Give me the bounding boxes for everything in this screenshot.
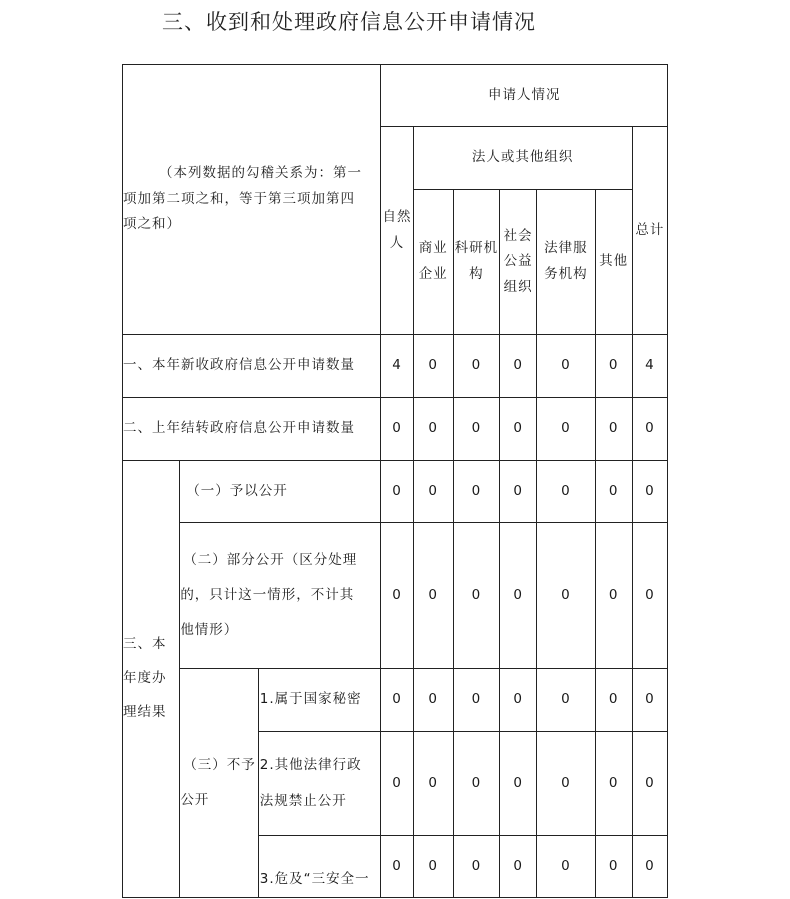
application-stats-table	[122, 64, 668, 898]
cell-value: 0	[453, 836, 499, 898]
cell-value: 0	[381, 669, 413, 732]
cell-value: 0	[595, 335, 632, 398]
cell-value: 4	[632, 335, 667, 398]
cell-value: 0	[595, 669, 632, 732]
cell-value: 0	[537, 523, 595, 669]
cell-value: 0	[453, 335, 499, 398]
not-open-group-label	[180, 669, 258, 898]
result-group-line: 年度办	[123, 670, 167, 687]
row-label-partial	[180, 523, 381, 669]
cell-value: 0	[381, 398, 413, 461]
cell-value: 0	[381, 523, 413, 669]
cell-value: 0	[500, 335, 537, 398]
cell-value: 0	[632, 523, 667, 669]
cell-value: 0	[500, 836, 537, 898]
cell-value: 0	[453, 523, 499, 669]
cell-value: 0	[413, 732, 453, 836]
cell-value: 0	[537, 398, 595, 461]
prohibited-line: 法规禁止公开	[259, 792, 347, 809]
section-title: 三、收到和处理政府信息公开申请情况	[162, 10, 536, 34]
cell-value: 0	[500, 669, 537, 732]
note-line: （本列数据的勾稽关系为：第一	[159, 165, 362, 182]
note-line: 项加第二项之和，等于第三项加第四	[123, 190, 355, 207]
cell-value: 0	[537, 461, 595, 523]
cell-value: 0	[381, 461, 413, 523]
col-commercial: 商业企业	[413, 190, 453, 335]
col-legal-service: 法律服务机构	[537, 190, 595, 335]
col-total: 总计	[632, 127, 667, 335]
cell-value: 0	[537, 669, 595, 732]
col-natural-person: 自然人	[381, 127, 413, 335]
result-group-label	[123, 461, 180, 898]
col-research: 科研机构	[453, 190, 499, 335]
partial-line: 的，只计这一情形，不计其	[180, 586, 355, 603]
cell-value: 0	[595, 398, 632, 461]
prohibited-line: 2.其他法律行政	[259, 757, 362, 774]
partial-line: 他情形）	[180, 622, 239, 639]
cell-value: 0	[453, 461, 499, 523]
cell-value: 0	[453, 398, 499, 461]
cell-value: 0	[537, 335, 595, 398]
cell-value: 0	[453, 669, 499, 732]
result-group-line: 三、本	[123, 636, 167, 653]
cell-value: 0	[413, 461, 453, 523]
row-label-carry: 二、上年结转政府信息公开申请数量	[123, 398, 381, 461]
cell-value: 0	[632, 669, 667, 732]
row-label-new: 一、本年新收政府信息公开申请数量	[123, 335, 381, 398]
cell-value: 0	[537, 836, 595, 898]
cell-value: 0	[595, 732, 632, 836]
cell-value: 0	[632, 732, 667, 836]
cell-value: 0	[500, 398, 537, 461]
cell-value: 4	[381, 335, 413, 398]
cell-value: 0	[500, 732, 537, 836]
cell-value: 0	[413, 335, 453, 398]
cell-value: 0	[413, 523, 453, 669]
not-open-line: （三）不予	[183, 756, 256, 773]
row-label-secret: 1.属于国家秘密	[258, 669, 381, 732]
result-group-line: 理结果	[123, 703, 167, 720]
cell-value: 0	[632, 461, 667, 523]
not-open-line: 公开	[180, 792, 210, 808]
cell-value: 0	[381, 732, 413, 836]
cell-value: 0	[500, 461, 537, 523]
note-line: 项之和）	[123, 216, 181, 233]
cell-value: 0	[413, 669, 453, 732]
note-cell	[123, 65, 381, 335]
partial-line: （二）部分公开（区分处理	[183, 551, 358, 568]
cell-value: 0	[381, 836, 413, 898]
row-label-prohibited	[258, 732, 381, 836]
row-label-danger: 3.危及“三安全一	[258, 836, 381, 898]
cell-value: 0	[413, 836, 453, 898]
col-welfare: 社会公益组织	[500, 190, 537, 335]
cell-value: 0	[595, 461, 632, 523]
applicant-header: 申请人情况	[381, 65, 668, 127]
cell-value: 0	[595, 523, 632, 669]
row-label-open: （一）予以公开	[180, 461, 381, 523]
cell-value: 0	[595, 836, 632, 898]
cell-value: 0	[537, 732, 595, 836]
cell-value: 0	[500, 523, 537, 669]
col-other: 其他	[595, 190, 632, 335]
legal-entity-header: 法人或其他组织	[413, 127, 632, 190]
cell-value: 0	[632, 398, 667, 461]
cell-value: 0	[413, 398, 453, 461]
cell-value: 0	[632, 836, 667, 898]
cell-value: 0	[453, 732, 499, 836]
